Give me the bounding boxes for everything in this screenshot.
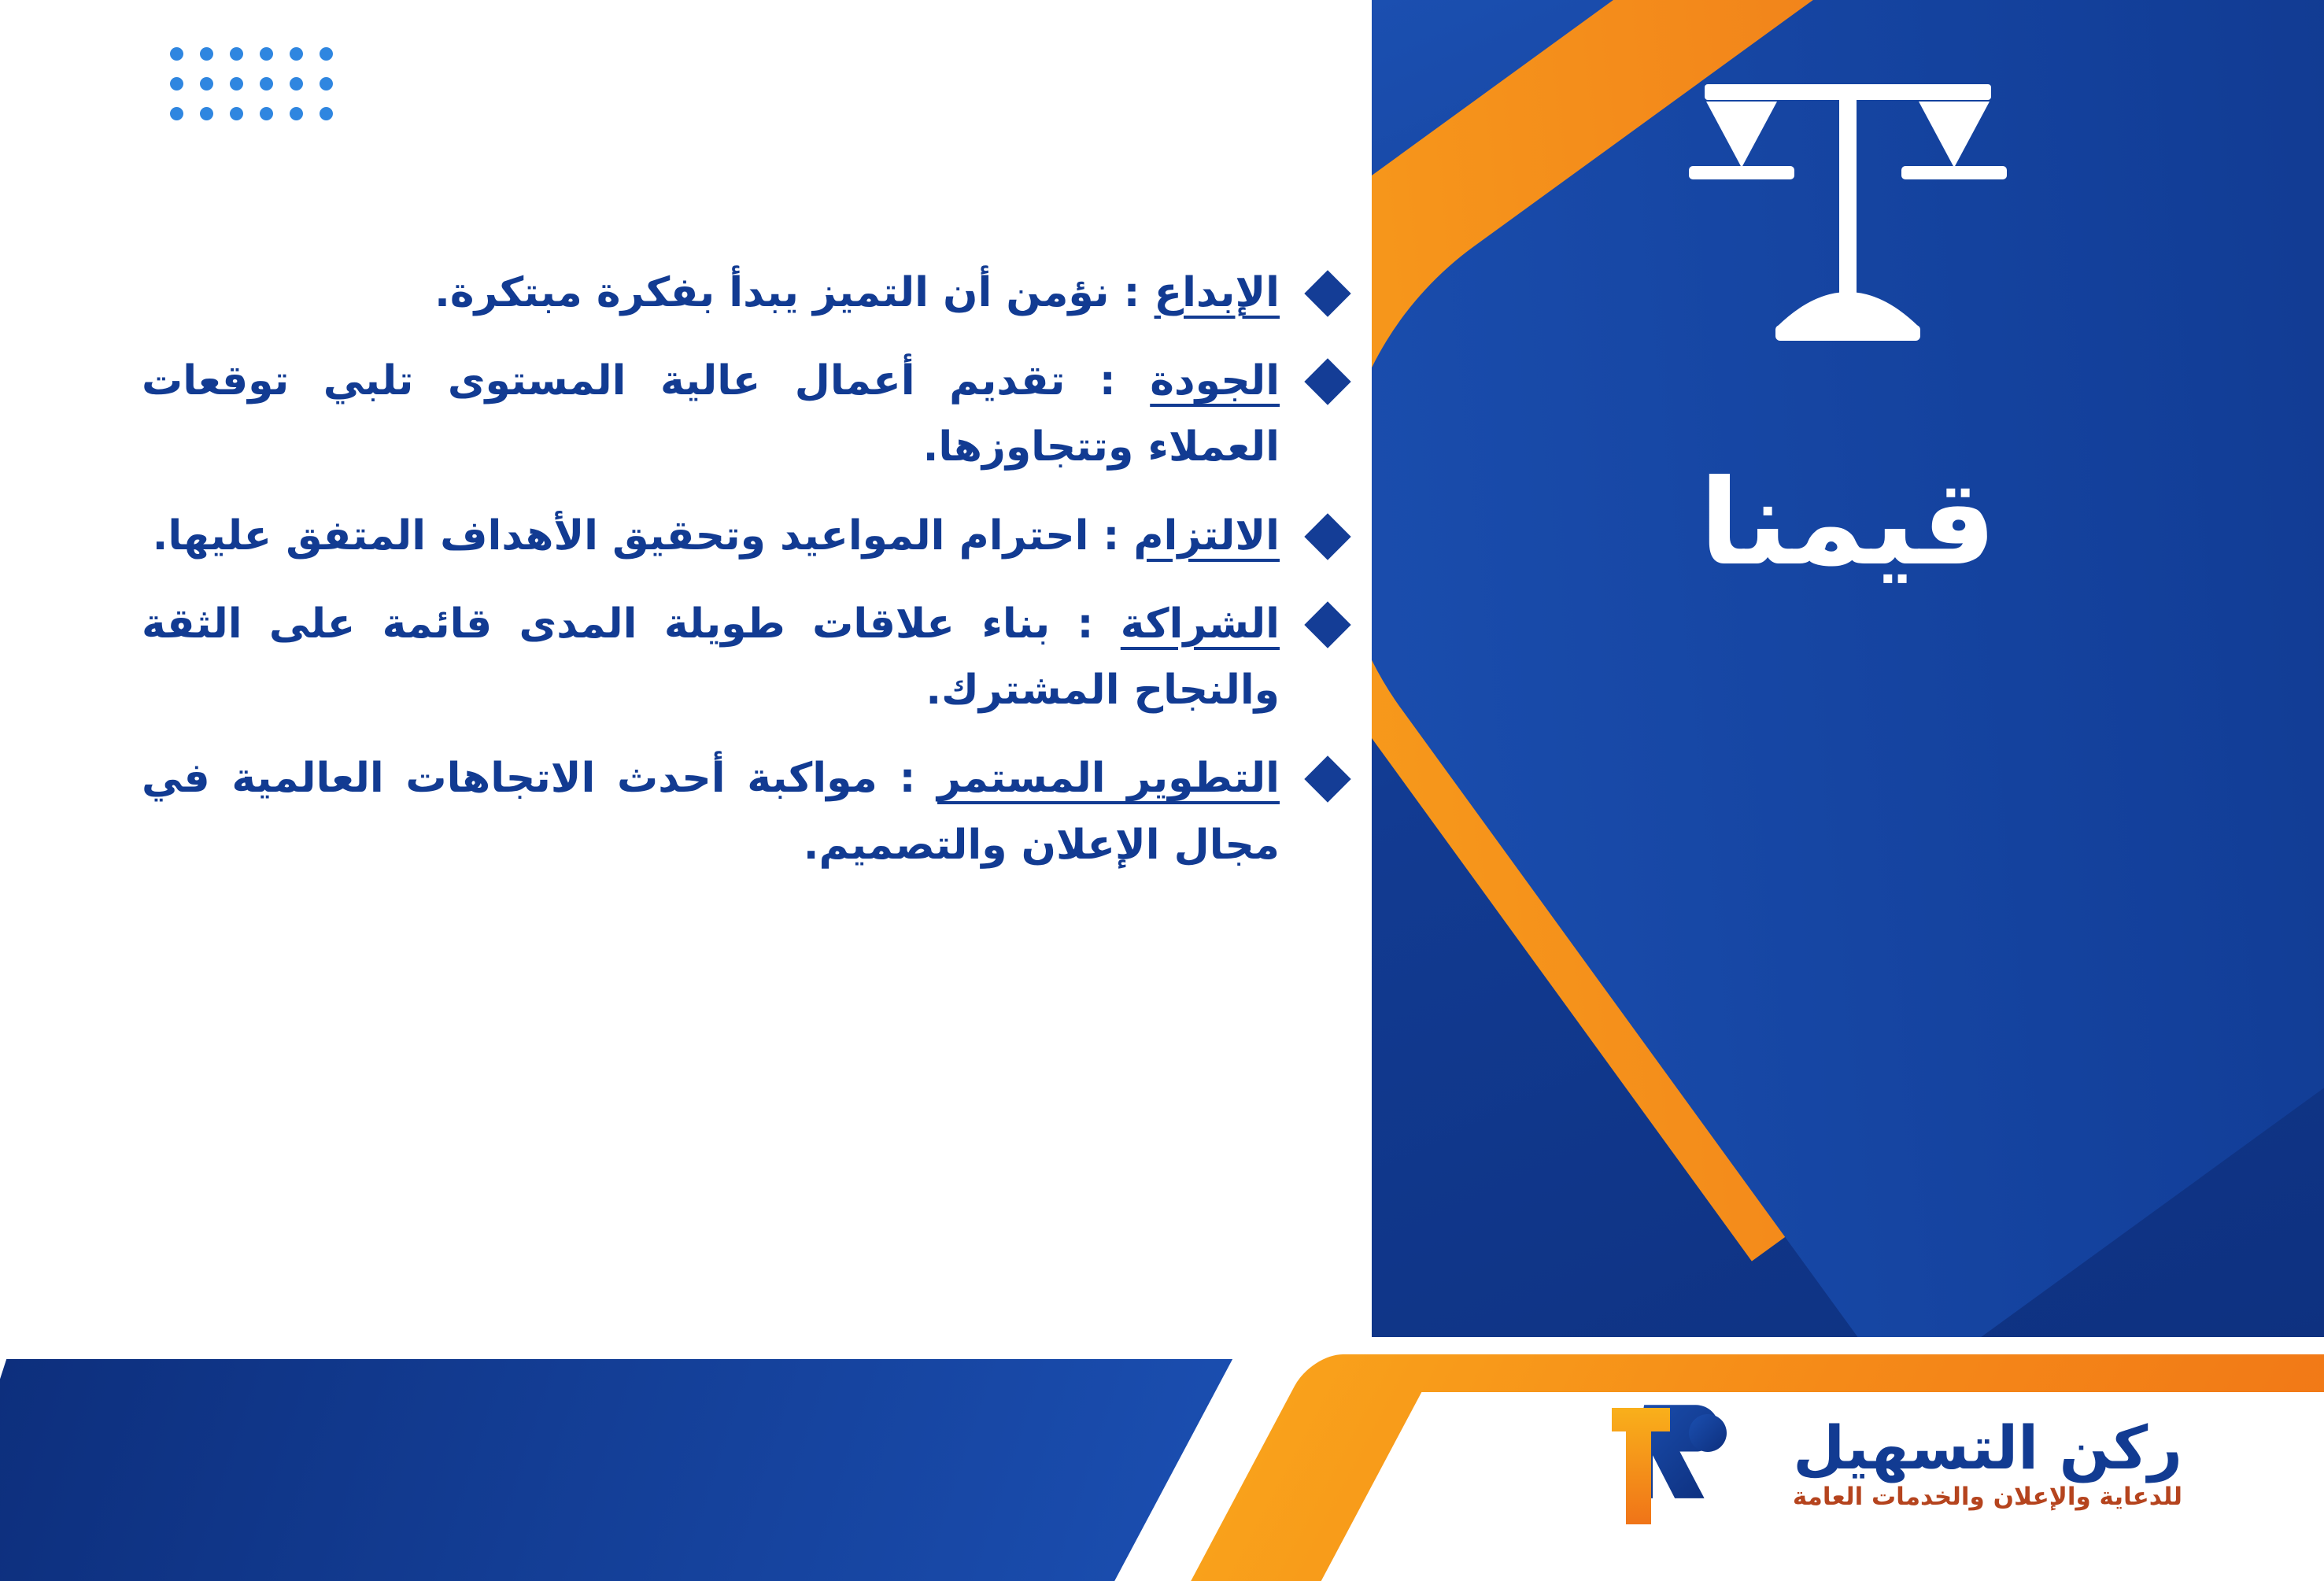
- value-description: نؤمن أن التميز يبدأ بفكرة مبتكرة.: [434, 269, 1110, 316]
- list-item: [142, 745, 1344, 877]
- brand-text: [1792, 1412, 2182, 1511]
- value-separator: :: [899, 755, 916, 803]
- values-list: [142, 260, 1344, 878]
- dot-grid-decoration: [153, 47, 333, 137]
- value-separator: :: [1099, 357, 1116, 405]
- dot: [200, 47, 213, 61]
- dot: [320, 47, 333, 61]
- value-term: الالتزام: [1133, 512, 1280, 560]
- value-description: بناء علاقات طويلة المدى قائمة على الثقة والنجاح المشترك.: [142, 600, 1280, 715]
- dot: [230, 47, 243, 61]
- diamond-bullet-icon: [1304, 601, 1350, 648]
- value-term: الشراكة: [1120, 600, 1280, 648]
- brand-lockup: [1604, 1384, 2182, 1542]
- value-text: [142, 591, 1280, 723]
- value-description: احترام المواعيد وتحقيق الأهداف المتفق عليها.: [152, 512, 1089, 560]
- dot: [260, 47, 273, 61]
- dot: [290, 47, 303, 61]
- brand-name: ركن التسهيل: [1793, 1412, 2182, 1483]
- diamond-bullet-icon: [1304, 756, 1350, 803]
- r-monogram-logo: [1604, 1384, 1769, 1542]
- dot: [260, 77, 273, 91]
- diamond-bullet-icon: [1304, 513, 1350, 560]
- dot: [290, 107, 303, 120]
- value-term: الإبداع: [1154, 269, 1280, 316]
- dot: [170, 107, 183, 120]
- dot: [260, 107, 273, 120]
- value-description: مواكبة أحدث الاتجاهات العالمية في مجال الإعلان والتصميم.: [142, 755, 1280, 869]
- value-text: [142, 745, 1280, 877]
- value-separator: :: [1077, 600, 1094, 648]
- diamond-bullet-icon: [1304, 359, 1350, 405]
- value-text: [142, 503, 1280, 569]
- list-item: [142, 591, 1344, 723]
- dot: [230, 77, 243, 91]
- dot: [290, 77, 303, 91]
- brand-tagline: للدعاية والإعلان والخدمات العامة: [1792, 1482, 2182, 1511]
- value-term: الجودة: [1150, 357, 1280, 405]
- dot: [200, 77, 213, 91]
- list-item: [142, 503, 1344, 569]
- dot: [230, 107, 243, 120]
- value-term: التطوير المستمر: [937, 755, 1280, 803]
- list-item: [142, 260, 1344, 326]
- value-separator: :: [1103, 512, 1120, 560]
- balance-scales-icon: [1683, 75, 2013, 437]
- value-separator: :: [1123, 269, 1140, 316]
- value-description: تقديم أعمال عالية المستوى تلبي توقعات العملاء وتتجاوزها.: [142, 357, 1280, 471]
- diamond-bullet-icon: [1304, 270, 1350, 316]
- dot: [320, 77, 333, 91]
- dot: [320, 107, 333, 120]
- dot: [170, 77, 183, 91]
- list-item: [142, 348, 1344, 480]
- dot: [170, 47, 183, 61]
- dot: [200, 107, 213, 120]
- value-text: [142, 348, 1280, 480]
- right-blue-panel: [1372, 0, 2324, 1346]
- panel-heading: قيمنا: [1699, 455, 1997, 592]
- value-text: [142, 260, 1280, 326]
